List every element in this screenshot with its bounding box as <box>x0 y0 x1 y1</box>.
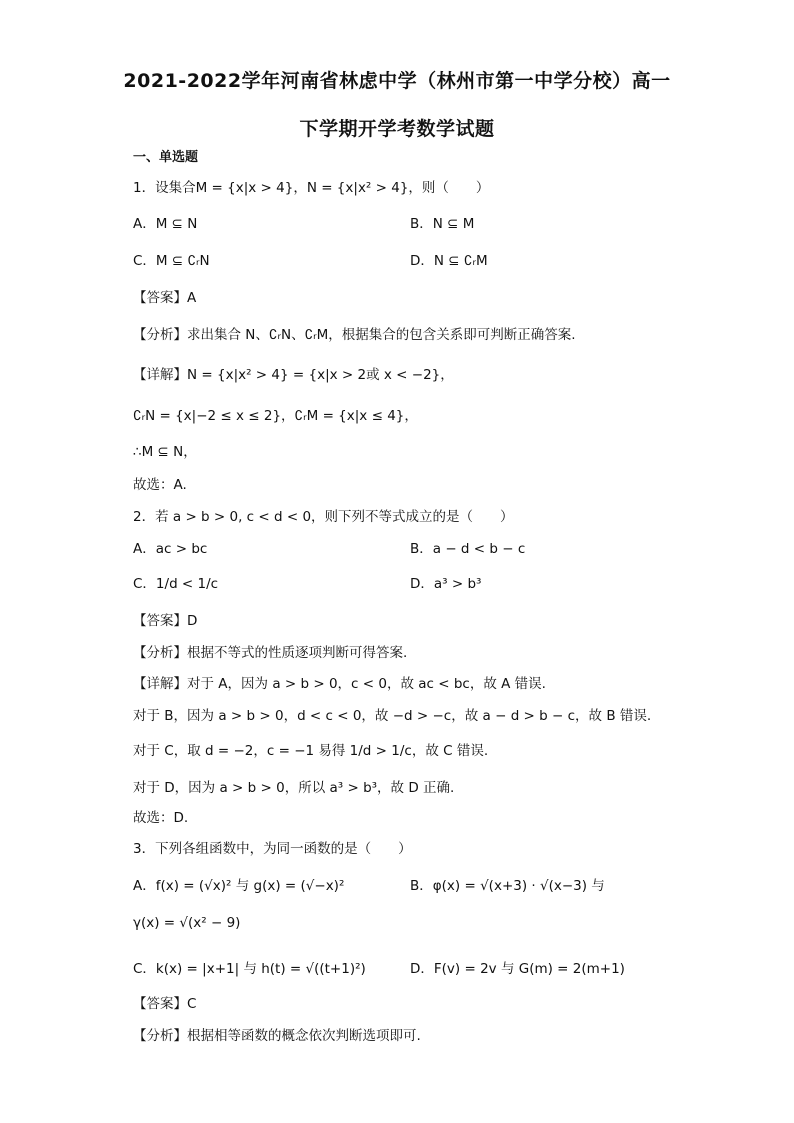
q3-option-c: C．k(x) = |x+1| 与 h(t) = √((t+1)²) <box>133 961 366 977</box>
q3-analysis: 【分析】根据相等函数的概念依次判断选项即可. <box>133 1028 421 1044</box>
q2-detail-1: 【详解】对于 A，因为 a > b > 0，c < 0，故 ac < bc，故 A 错误. <box>133 676 546 692</box>
q2-option-a: A．ac > bc <box>133 541 208 557</box>
q1-option-a: A．M ⊆ N <box>133 216 198 232</box>
q2-detail-3: 对于 C，取 d = −2，c = −1 易得 1/d > 1/c，故 C 错误. <box>133 743 489 759</box>
q3-option-d: D．F(v) = 2v 与 G(m) = 2(m+1) <box>410 961 625 977</box>
q2-detail-5: 故选：D. <box>133 810 189 826</box>
q3-answer: 【答案】C <box>133 996 197 1012</box>
q2-option-b: B．a − d < b − c <box>410 541 526 557</box>
q1-option-d: D．N ⊆ ∁ᵣM <box>410 253 488 269</box>
q1-stem: 1．设集合M = {x|x > 4}，N = {x|x² > 4}，则（ ） <box>133 180 490 196</box>
q1-analysis: 【分析】求出集合 N、∁ᵣN、∁ᵣM，根据集合的包含关系即可判断正确答案. <box>133 327 576 343</box>
q1-detail-3: ∴M ⊆ N， <box>133 444 197 460</box>
q1-option-b: B．N ⊆ M <box>410 216 475 232</box>
q2-option-d: D．a³ > b³ <box>410 576 482 592</box>
q1-option-c: C．M ⊆ ∁ᵣN <box>133 253 210 269</box>
title-line-1: 2021-2022学年河南省林虑中学（林州市第一中学分校）高一 <box>123 70 671 92</box>
q2-analysis: 【分析】根据不等式的性质逐项判断可得答案. <box>133 645 408 661</box>
q2-answer: 【答案】D <box>133 613 198 629</box>
title-line-2: 下学期开学考数学试题 <box>299 118 495 140</box>
q2-detail-2: 对于 B，因为 a > b > 0，d < c < 0，故 −d > −c，故 a − d > b − c，故 B 错误. <box>133 708 652 724</box>
q3-stem: 3．下列各组函数中，为同一函数的是（ ） <box>133 841 412 857</box>
section-heading: 一、单选题 <box>133 150 199 165</box>
q2-option-c: C．1/d < 1/c <box>133 576 219 592</box>
q3-option-b: B．φ(x) = √(x+3) · √(x−3) 与 <box>410 878 605 894</box>
q2-stem: 2．若 a > b > 0, c < d < 0，则下列不等式成立的是（ ） <box>133 509 514 525</box>
q1-detail-4: 故选：A. <box>133 477 187 493</box>
q3-option-a: A．f(x) = (√x)² 与 g(x) = (√−x)² <box>133 878 345 894</box>
q3-option-b-continued: γ(x) = √(x² − 9) <box>133 915 241 931</box>
q2-detail-4: 对于 D，因为 a > b > 0，所以 a³ > b³，故 D 正确. <box>133 780 455 796</box>
q1-detail-2: ∁ᵣN = {x|−2 ≤ x ≤ 2}，∁ᵣM = {x|x ≤ 4}， <box>133 408 418 424</box>
q1-answer: 【答案】A <box>133 290 197 306</box>
q1-detail-1: 【详解】N = {x|x² > 4} = {x|x > 2或 x < −2}， <box>133 367 454 383</box>
